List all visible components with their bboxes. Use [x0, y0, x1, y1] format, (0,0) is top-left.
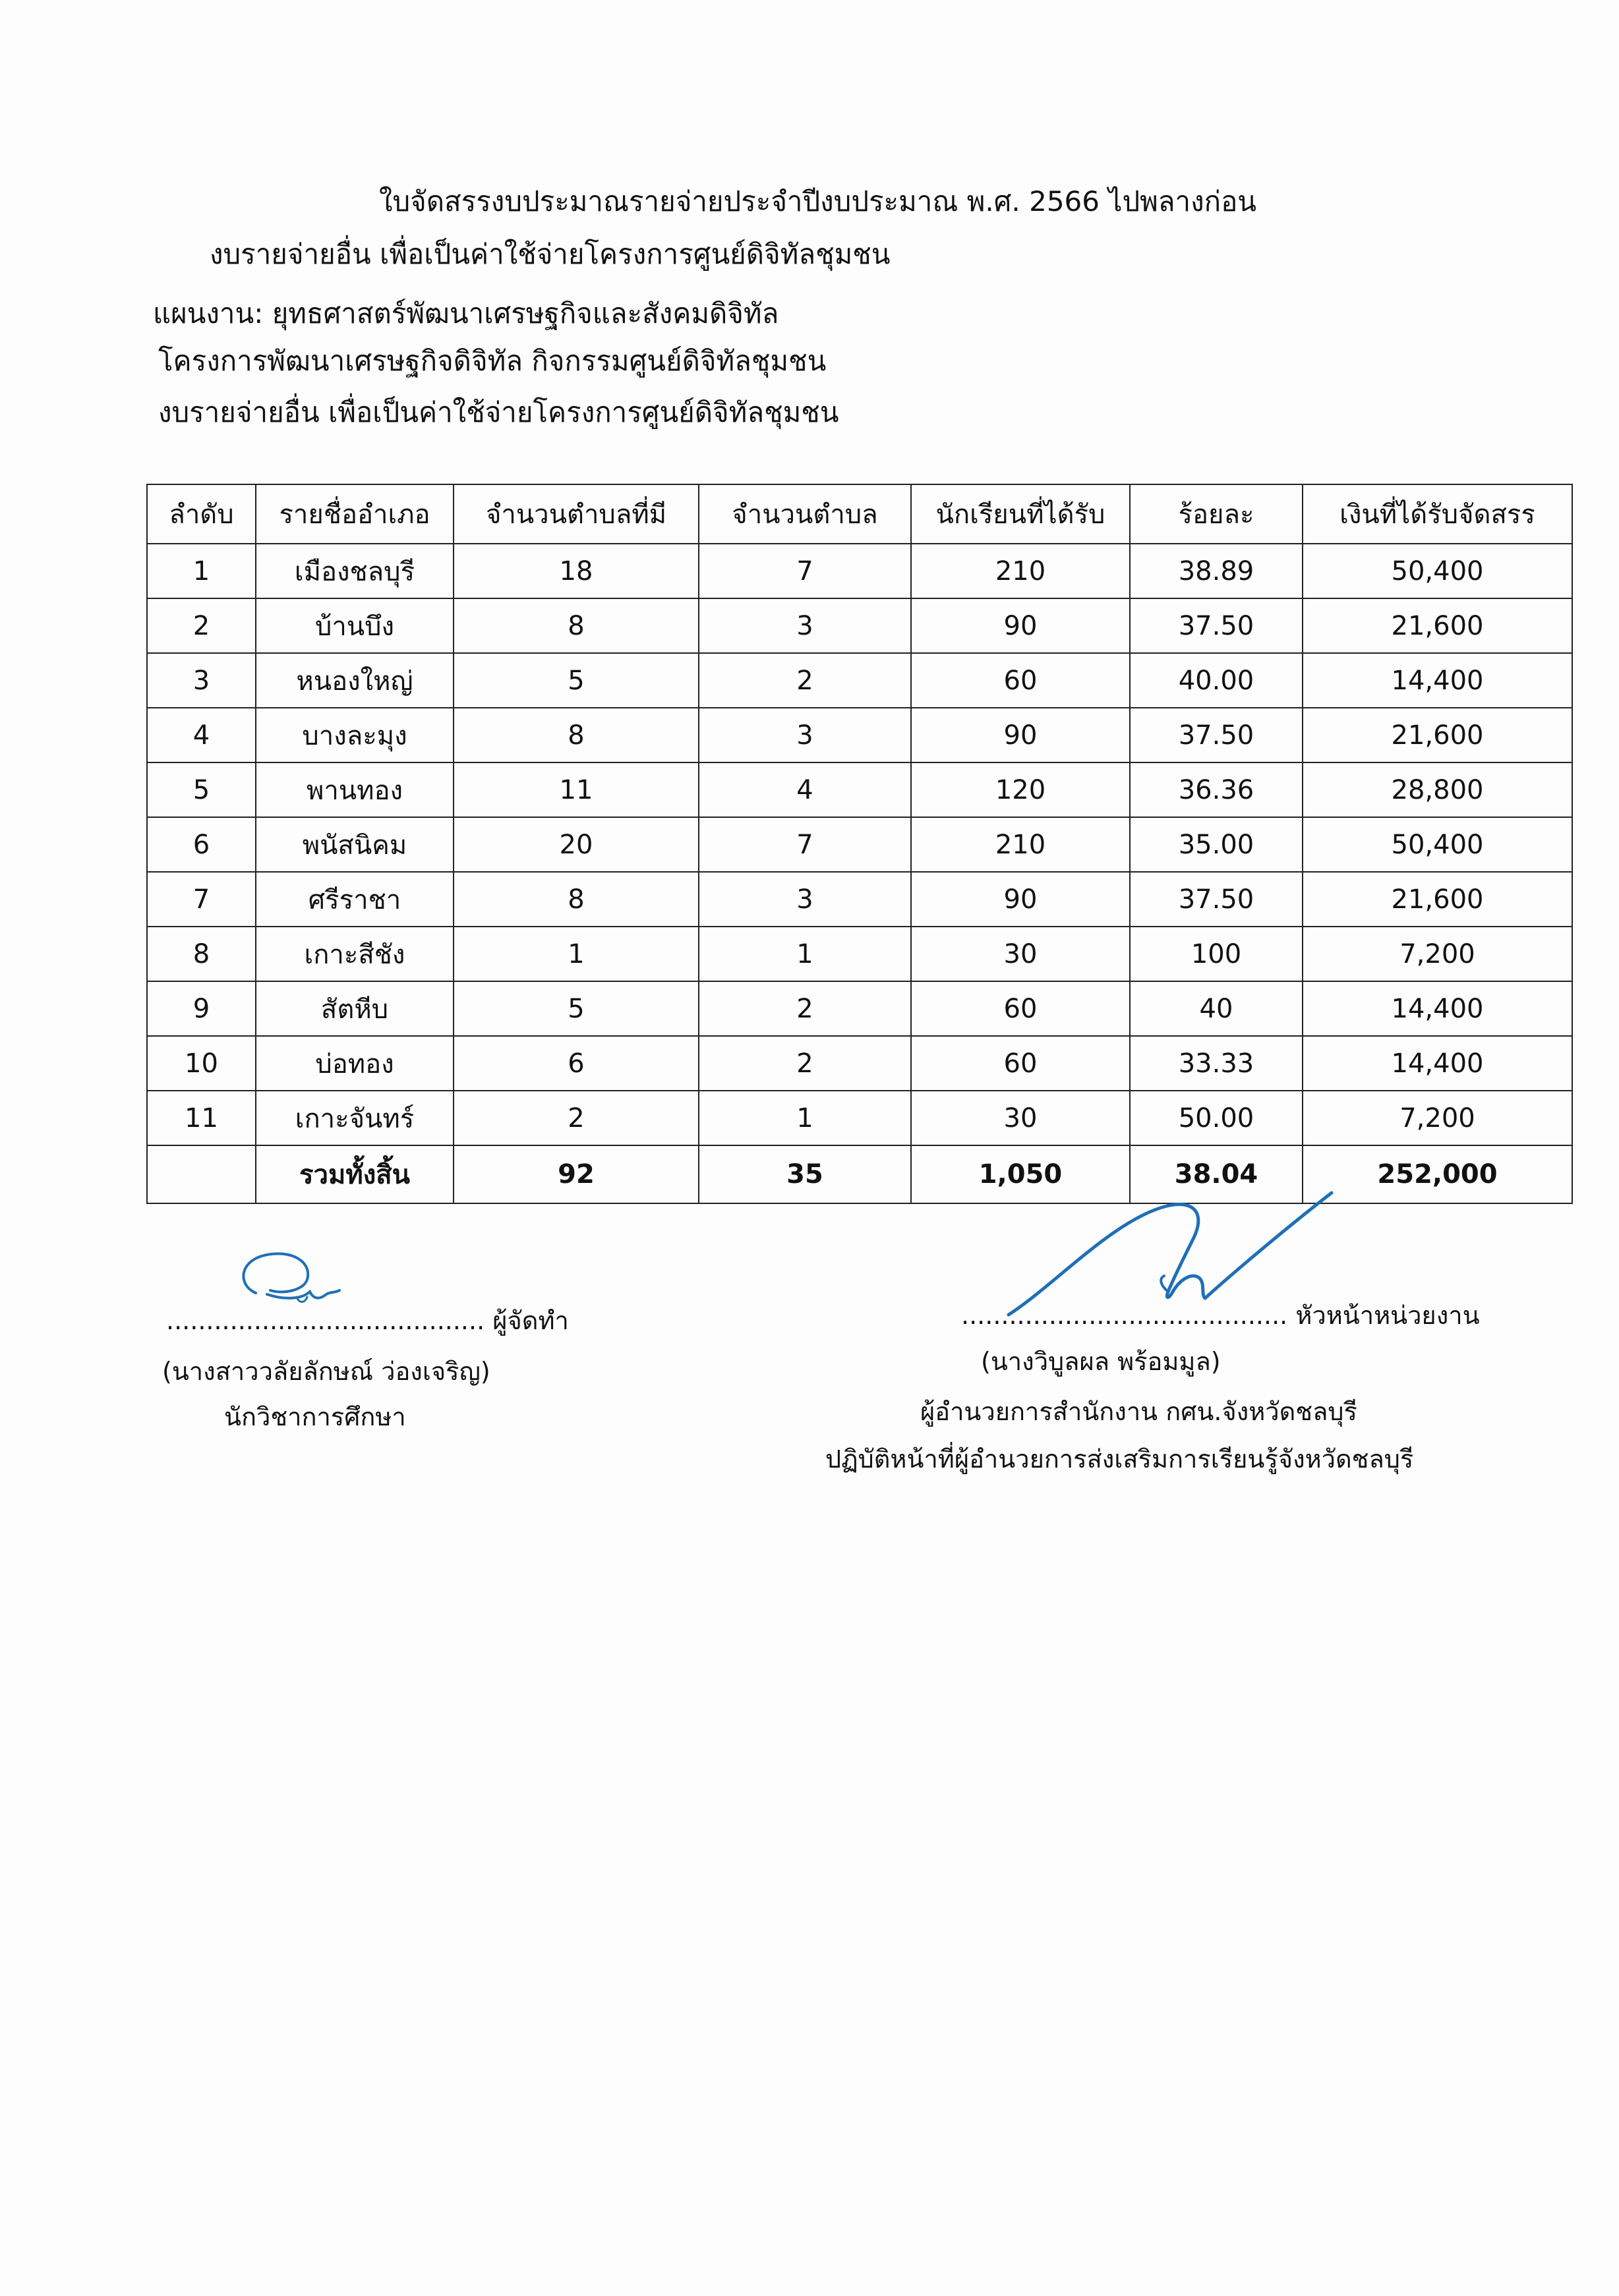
table-cell: 5: [147, 762, 256, 817]
table-cell: พานทอง: [256, 762, 454, 817]
column-header: จำนวนตำบลที่มี: [454, 484, 699, 544]
table-cell: 1: [699, 1091, 911, 1145]
table-cell: 40: [1130, 981, 1303, 1036]
table-cell: 8: [454, 872, 699, 927]
table-cell: 8: [454, 598, 699, 653]
table-cell: 5: [454, 653, 699, 708]
table-cell: 40.00: [1130, 653, 1303, 708]
table-cell: 210: [911, 544, 1130, 598]
column-header: จำนวนตำบล: [699, 484, 911, 544]
table-cell: 8: [147, 927, 256, 981]
table-cell: 60: [911, 1036, 1130, 1091]
column-header: รายชื่ออำเภอ: [256, 484, 454, 544]
table-cell: 33.33: [1130, 1036, 1303, 1091]
table-cell: บ้านบึง: [256, 598, 454, 653]
table-cell: พนัสนิคม: [256, 817, 454, 872]
table-cell: 21,600: [1303, 598, 1572, 653]
table-cell: 4: [147, 708, 256, 762]
table-cell: หนองใหญ่: [256, 653, 454, 708]
table-cell: [147, 1145, 256, 1203]
table-cell: 37.50: [1130, 598, 1303, 653]
preparer-name: (นางสาววลัยลักษณ์ ว่องเจริญ): [162, 1357, 490, 1386]
table-cell: 14,400: [1303, 981, 1572, 1036]
table-cell: 1: [454, 927, 699, 981]
table-header-row: [147, 484, 1572, 544]
table-cell: เกาะสีชัง: [256, 927, 454, 981]
table-cell: 37.50: [1130, 708, 1303, 762]
table-cell: 1: [147, 544, 256, 598]
table-cell: 2: [454, 1091, 699, 1145]
table-cell: 60: [911, 653, 1130, 708]
table-cell: 8: [454, 708, 699, 762]
table-cell: 14,400: [1303, 653, 1572, 708]
table-row: [147, 1036, 1572, 1091]
table-cell: 6: [454, 1036, 699, 1091]
table-cell: 38.89: [1130, 544, 1303, 598]
table-cell: 7,200: [1303, 927, 1572, 981]
table-cell: 100: [1130, 927, 1303, 981]
table-cell: 2: [699, 981, 911, 1036]
table-row: [147, 872, 1572, 927]
column-header: เงินที่ได้รับจัดสรร: [1303, 484, 1572, 544]
table-cell: 21,600: [1303, 708, 1572, 762]
table-cell: 50.00: [1130, 1091, 1303, 1145]
column-header: ร้อยละ: [1130, 484, 1303, 544]
table-cell: 60: [911, 981, 1130, 1036]
table-cell: 18: [454, 544, 699, 598]
allocation-table: [146, 484, 1573, 1204]
table-cell: 7: [147, 872, 256, 927]
header-line-2: งบรายจ่ายอื่น เพื่อเป็นค่าใช้จ่ายโครงการศูนย์ดิจิทัลชุมชน: [210, 238, 891, 270]
total-cell: 1,050: [911, 1145, 1130, 1203]
table-cell: 30: [911, 1091, 1130, 1145]
column-header: ลำดับ: [147, 484, 256, 544]
header-line-5: งบรายจ่ายอื่น เพื่อเป็นค่าใช้จ่ายโครงการศูนย์ดิจิทัลชุมชน: [158, 396, 839, 428]
table-cell: 3: [699, 598, 911, 653]
header-line-3: แผนงาน: ยุทธศาสตร์พัฒนาเศรษฐกิจและสังคมดิจิทัล: [153, 297, 779, 330]
total-cell: 38.04: [1130, 1145, 1303, 1203]
total-label: รวมทั้งสิ้น: [256, 1145, 454, 1203]
table-cell: 2: [699, 653, 911, 708]
table-row: [147, 762, 1572, 817]
table-cell: 20: [454, 817, 699, 872]
table-row: [147, 981, 1572, 1036]
table-cell: เกาะจันทร์: [256, 1091, 454, 1145]
table-row: [147, 927, 1572, 981]
table-cell: 120: [911, 762, 1130, 817]
document-title: ใบจัดสรรงบประมาณรายจ่ายประจำปีงบประมาณ พ.ศ. 2566 ไปพลางก่อน: [379, 185, 1256, 217]
table-cell: 9: [147, 981, 256, 1036]
table-cell: 6: [147, 817, 256, 872]
table-cell: 35.00: [1130, 817, 1303, 872]
table-cell: 7: [699, 817, 911, 872]
column-header: นักเรียนที่ได้รับ: [911, 484, 1130, 544]
total-cell: 252,000: [1303, 1145, 1572, 1203]
table-row: [147, 708, 1572, 762]
table-cell: 1: [699, 927, 911, 981]
preparer-signature-line: ........................................ ผู้จัดทำ: [166, 1306, 569, 1335]
table-cell: 3: [699, 708, 911, 762]
table-cell: 90: [911, 872, 1130, 927]
table-cell: บางละมุง: [256, 708, 454, 762]
table-cell: ศรีราชา: [256, 872, 454, 927]
table-cell: 11: [454, 762, 699, 817]
table-cell: 3: [699, 872, 911, 927]
total-cell: 35: [699, 1145, 911, 1203]
table-total-row: [147, 1145, 1572, 1203]
header-line-4: โครงการพัฒนาเศรษฐกิจดิจิทัล กิจกรรมศูนย์ดิจิทัลชุมชน: [158, 345, 827, 377]
head-signature-line: ......................................... หัวหน้าหน่วยงาน: [961, 1301, 1480, 1330]
table-row: [147, 1091, 1572, 1145]
table-cell: 90: [911, 598, 1130, 653]
table-cell: เมืองชลบุรี: [256, 544, 454, 598]
table-row: [147, 653, 1572, 708]
table-cell: 4: [699, 762, 911, 817]
table-cell: 11: [147, 1091, 256, 1145]
table-cell: 3: [147, 653, 256, 708]
table-row: [147, 817, 1572, 872]
table-cell: 37.50: [1130, 872, 1303, 927]
table-cell: 7: [699, 544, 911, 598]
table-cell: 2: [147, 598, 256, 653]
table-cell: 28,800: [1303, 762, 1572, 817]
total-cell: 92: [454, 1145, 699, 1203]
table-cell: 7,200: [1303, 1091, 1572, 1145]
table-cell: 36.36: [1130, 762, 1303, 817]
table-cell: 2: [699, 1036, 911, 1091]
table-cell: 210: [911, 817, 1130, 872]
table-cell: สัตหีบ: [256, 981, 454, 1036]
head-position: ผู้อำนวยการสำนักงาน กศน.จังหวัดชลบุรี: [920, 1397, 1357, 1426]
table-cell: 5: [454, 981, 699, 1036]
table-cell: 50,400: [1303, 817, 1572, 872]
table-cell: 14,400: [1303, 1036, 1572, 1091]
head-name: (นางวิบูลผล พร้อมมูล): [981, 1347, 1221, 1376]
table-cell: 90: [911, 708, 1130, 762]
table-row: [147, 544, 1572, 598]
table-cell: 30: [911, 927, 1130, 981]
table-cell: 21,600: [1303, 872, 1572, 927]
preparer-position: นักวิชาการศึกษา: [224, 1402, 406, 1431]
table-cell: 50,400: [1303, 544, 1572, 598]
head-acting-position: ปฏิบัติหน้าที่ผู้อำนวยการส่งเสริมการเรียนรู้จังหวัดชลบุรี: [825, 1445, 1414, 1474]
table-cell: 10: [147, 1036, 256, 1091]
table-row: [147, 598, 1572, 653]
table-cell: บ่อทอง: [256, 1036, 454, 1091]
